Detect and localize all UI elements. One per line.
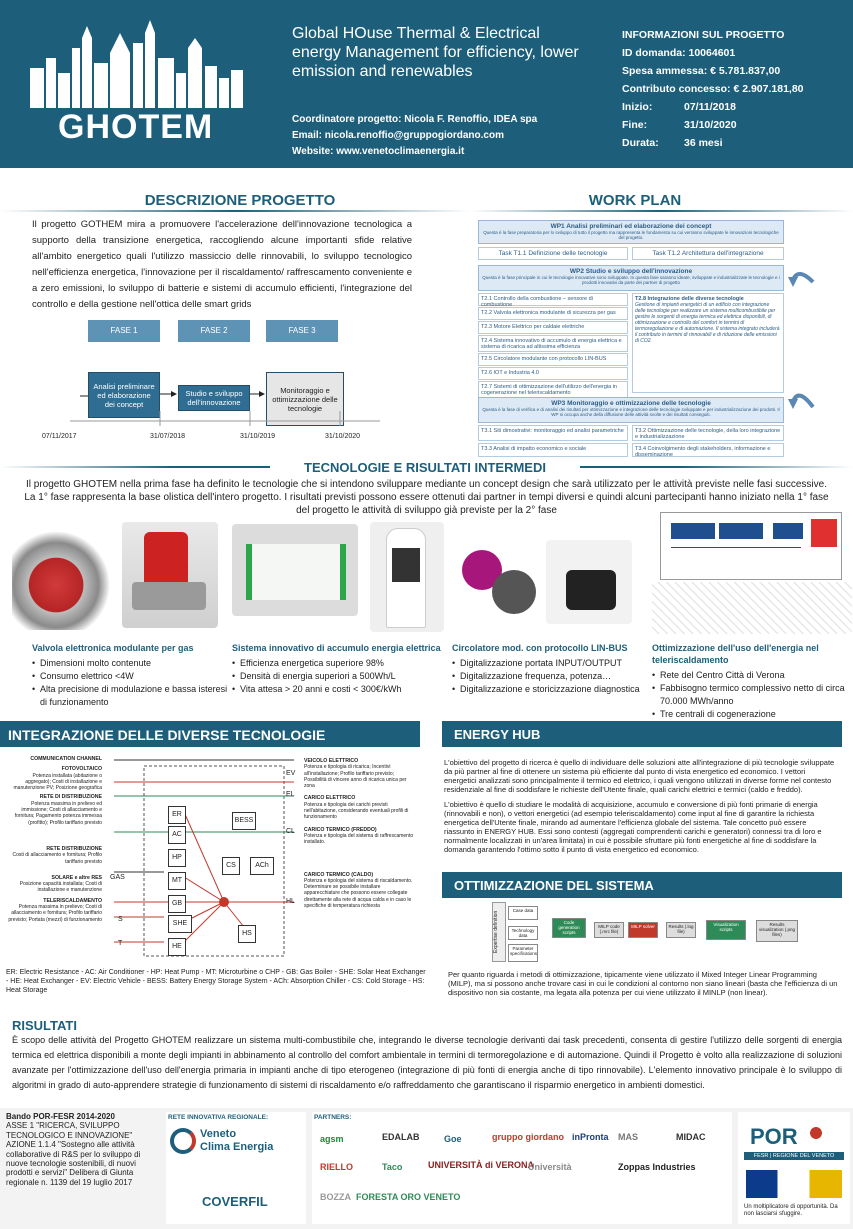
divider: [0, 210, 470, 212]
energyhub-p2: L'obiettivo è quello di studiare le modalità di acquisizione, accumulo e conversione di più fonti primarie di energia (rinnovabili e non), o vettori energetici (ad esempio teleriscaldamento) come input al fine di garantire la richiesta energetica dell'Utente finale, mirando ad aumentare l'efficienza globale del sistema. Tale concetto può essere riassunto in ENERGY HUB. Essi sono contesti (aggregati comprendenti carichi e generatori) connessi tra di loro e normalmente localizzati in un'area limitata) in cui è possibile sfruttare più fonti energetiche al fine di soddisfare la domanda garantendo l'ottimo sotto il punto di vista energetico ed economico.: [444, 800, 822, 854]
wp3-title: WP3 Monitoraggio e ottimizzazione delle tecnologie: [551, 400, 711, 407]
date-1: 07/11/2017: [42, 433, 77, 440]
task-t2-8: [632, 293, 784, 393]
wp2-desc: Questa è la fase principale in cui le tecnologie innovative sono sviluppate. In questa fase saranno ideate, sviluppate e industrializzate le tecnologie e i prodotti innovativi da parte dei partner di progetto: [482, 275, 780, 285]
task-t2-4: T2.4 Sistema innovativo di accumulo di energia elettrica e sistema di ricarica ad altissima efficienza: [478, 335, 628, 352]
node-cl: CL: [286, 828, 295, 835]
tech-bullet: • Digitalizzazione portata INPUT/OUTPUT: [452, 657, 642, 670]
wp3-box: [478, 397, 784, 423]
task-t2-5: T2.5 Circolatore modulante con protocollo LIN-BUS: [478, 353, 628, 366]
opt-step: MILP code (.mrc file): [594, 922, 624, 938]
tech-title-1: Valvola elettronica modulante per gas: [32, 643, 194, 653]
opt-step: Results (.log file): [666, 922, 696, 938]
tech-bullet: • Vita attesa > 20 anni e costi < 300€/kWh: [232, 683, 447, 696]
label-desc: Potenza massima in prelievo ed immissione; Costi di allacciamento e fornitura; Pagamento potenza immessa (profitto); Profilo tariffario previsto: [14, 800, 102, 826]
partner-logo: MIDAC: [676, 1132, 706, 1142]
wp1-title: WP1 Analisi preliminari ed elaborazione dei concept: [550, 223, 712, 230]
partner-logo: Goe: [444, 1134, 462, 1144]
task-t1-2: Task T1.2 Architettura dell'integrazione: [632, 247, 784, 260]
tech-bullet: • Digitalizzazione frequenza, potenza…: [452, 670, 642, 683]
intro-line-1: Il progetto GHOTEM nella prima fase ha definito le tecnologie che si intendono sviluppare mediante un concept design che sarà utilizzato per le attività previste nelle fasi successive.: [26, 479, 827, 490]
bando-text: ASSE 1 "RICERCA, SVILUPPO TECNOLOGICO E INNOVAZIONE" AZIONE 1.1.4 "Sostegno alle attività collaborative di R&S per lo sviluppo di nuove tecnologie sostenibili, di nuovi prodotti e servizi" Delibera di Giunta regionale n. 1139 del 19 luglio 2017: [6, 1121, 141, 1187]
task-t3-1: T3.1 Siti dimostrativi: monitoraggio ed analisi parametriche: [478, 425, 628, 441]
coordinator-block: [292, 112, 537, 160]
valve-image-2: [122, 522, 218, 628]
tech-title-2: Sistema innovativo di accumulo energia elettrica: [232, 643, 441, 653]
partner-logo: inPronta: [572, 1132, 609, 1142]
rete-title: RETE INNOVATIVA REGIONALE:: [168, 1114, 269, 1121]
label-desc: Potenza e tipologia dei carichi previsti nell'abitazione, considerando eventuali profili di funzionamento: [304, 801, 409, 821]
node-hp: HP: [168, 849, 186, 867]
partners-title: PARTNERS:: [314, 1114, 352, 1121]
node-t: T: [118, 940, 123, 947]
date-4: 31/10/2020: [325, 433, 361, 440]
id-domanda: ID domanda: 10064601: [622, 47, 736, 59]
wp1-box: [478, 220, 784, 244]
pump-image-1: [452, 540, 542, 624]
partner-logo: Università: [528, 1162, 572, 1172]
t28-desc: Gestione di impianti energetici di un edificio con integrazione delle tecnologie per realizzare un sistema multicombustibile per gestire le sorgenti di energia termica ed elettrica disponibili, di ottimizzazione e controllo del comfort in termini di termoregolazione e di automazione. Il sistema integrato includerà il contributo in termini di rinnovabili e di riduzione delle emissioni di CO2.: [635, 302, 780, 344]
node-ach: ACh: [250, 857, 274, 875]
task-t3-4: T3.4 Coinvolgimento degli stakeholders, informazione e disseminazione: [632, 443, 784, 457]
tech-item-2: [232, 642, 447, 696]
opt-step: Code generation scripts: [552, 918, 586, 938]
opt-step: Visualization scripts: [706, 920, 746, 940]
tech-bullet: • Efficienza energetica superiore 98%: [232, 657, 447, 670]
node-bess: BESS: [232, 812, 256, 830]
partner-logo: Zoppas Industries: [618, 1162, 696, 1172]
fase-3: FASE 3: [266, 320, 338, 342]
por-logo: POR: [750, 1124, 798, 1149]
coordinator: Coordinatore progetto: Nicola F. Renoffio, IDEA spa: [292, 114, 538, 125]
cycle-arrows: [788, 262, 818, 432]
opt-step: Case data: [508, 906, 538, 920]
inizio-label: Inizio:: [622, 101, 653, 113]
node-er: ER: [168, 806, 186, 824]
tech-bullet: • Tre centrali di cogenerazione: [652, 708, 847, 721]
partner-logo: agsm: [320, 1134, 344, 1144]
label-title: FOTOVOLTAICO: [61, 766, 102, 773]
opt-step: Results visualization (.png files): [756, 920, 798, 942]
risultati-text: È scopo delle attività del Progetto GHOTEM realizzare un sistema multi-combustibile che, integrando le diverse tecnologie derivanti dai task precedenti, consenta di gestire l'utilizzo delle sorgenti di energia termica ed elettrica disponibili a monte degli impianti in abbinamento al controllo del comfort ambientale in termini di termoregolazione e di automazione. Quindi il Progetto è volto alla realizzazione di soluzioni avanzate per l'ottimizzazione dell'uso dell'energia primaria in impianti anche di tipo eterogeneo (integrazione di più fonti di energia anche di tipo rinnovabile). L'elemento innovativo principale è lo sviluppo di algoritmi in grado di auto-apprendere strategie di funzionamento di sistemi di riscaldamento e/o raffreddamento che garantiscano il risparmio energetico in ambienti domestici.: [12, 1035, 842, 1090]
label-desc: Potenza massima in prelievo; Costi di allacciamento e fornitura; Profilo tariffario previsto; Portata (mezzi) di funzionamento: [8, 904, 102, 923]
integrazione-header: INTEGRAZIONE DELLE DIVERSE TECNOLOGIE: [0, 721, 420, 747]
fesr-bar: FESR | REGIONE DEL VENETO: [744, 1152, 844, 1160]
spesa-label: Spesa ammessa:: [622, 65, 708, 77]
tech-bullet: • Consumo elettrico <4W: [32, 670, 232, 683]
label-title: SOLARE e altre RES: [51, 874, 102, 881]
task-t2-1: T2.1 Controllo della combustione – sensore di combustione: [478, 293, 628, 306]
partner-logo: FORESTA ORO VENETO: [356, 1192, 461, 1202]
date-2: 31/07/2018: [150, 433, 186, 440]
durata-label: Durata:: [622, 137, 659, 149]
label-desc: Costi di allacciamento e fornitura; Profilo tariffario previsto: [12, 852, 102, 865]
wp1-desc: Questa è la fase preparatoria per lo sviluppo di tutto il progetto ma rappresenta le fondamenta su cui verranno sviluppate le innovazioni tecnologiche del progetto.: [483, 230, 779, 240]
spesa-value: € 5.781.837,00: [710, 65, 781, 77]
t28-title: T2.8 Integrazione delle diverse tecnologie: [635, 296, 744, 302]
contributo-label: Contributo concesso:: [622, 83, 731, 95]
bando-block: [6, 1112, 160, 1187]
node-gb: GB: [168, 895, 186, 913]
label-title: RETE DISTRIBUZIONE: [46, 845, 102, 852]
partner-logo: EDALAB: [382, 1132, 420, 1142]
integrazione-right-labels: [304, 758, 416, 909]
ottimizzazione-header: OTTIMIZZAZIONE DEL SISTEMA: [442, 872, 842, 898]
fase-2-box: Studio e sviluppo dell'innovazione: [178, 385, 250, 411]
tech-bullet: • Rete del Centro Città di Verona: [652, 669, 847, 682]
partner-logo: MAS: [618, 1132, 638, 1142]
tecnologie-title: TECNOLOGIE E RISULTATI INTERMEDI: [270, 460, 580, 475]
node-mt: MT: [168, 872, 186, 890]
valve-image-1: [12, 530, 110, 630]
task-t1-1: Task T1.1 Definizione delle tecnologie: [478, 247, 628, 260]
partner-logo: UNIVERSITÀ di VERONA: [428, 1160, 535, 1170]
fase-3-box: Monitoraggio e ottimizzazione delle tecnologie: [266, 372, 344, 426]
contributo-value: € 2.907.181,80: [733, 83, 804, 95]
wp2-title: WP2 Studio e sviluppo dell'innovazione: [569, 268, 693, 275]
teleriscaldamento-diagram: [660, 512, 842, 580]
por-tagline: Un moltiplicatore di opportunità. Da non lasciarsi sfuggire.: [744, 1204, 838, 1217]
tech-bullet: • Densità di energia superiori a 500Wh/L: [232, 670, 447, 683]
date-3: 31/10/2019: [240, 433, 276, 440]
wp3-desc: Questa è la fase di verifica e di analisi dei risultati per ottimizzazione e integrazione delle tecnologie sviluppate e per industrializzazione dei prodotti. Il WP si occupa anche della diffusione delle attività svolte e dei risultati conseguiti.: [482, 407, 780, 417]
bando-title: Bando POR-FESR 2014-2020: [6, 1112, 115, 1121]
node-ev: EV: [286, 770, 296, 777]
email: Email: nicola.renoffio@gruppogiordano.com: [292, 130, 504, 141]
city-skyline-logo: [30, 18, 245, 108]
task-t2-6: T2.6 IOT e Industria 4.0: [478, 367, 628, 380]
inizio-value: 07/11/2018: [684, 101, 736, 113]
website: Website: www.venetoclimaenergia.it: [292, 146, 465, 157]
energy-hub-diagram: [104, 752, 304, 962]
label-title: CARICO TERMICO (CALDO): [304, 871, 374, 878]
task-t3-3: T3.3 Analisi di impatto economico e sociale: [478, 443, 628, 457]
ottimizzazione-text: Per quanto riguarda i metodi di ottimizzazione, tipicamente viene utilizzato il Mixed Integer Linear Programming (MILP), ma si possono anche trovare casi in cui le condizioni al contorno non siano lineari (basta che l'efficienza di un dispositivo non sia costante, ma legata alla potenza per cui viene utilizzato il MINLP (non linear).: [448, 970, 838, 997]
city-map-image: [652, 582, 852, 634]
por-block: [738, 1112, 850, 1224]
descrizione-title: DESCRIZIONE PROGETTO: [144, 192, 336, 209]
node-el: EL: [286, 791, 295, 798]
node-hs: HS: [238, 925, 256, 943]
label-desc: Potenza e tipologia del sistema di riscaldamento. Determinare se possibile installare apparecchiature che possono essere collegate direttamente alla rete di acqua calda e in caso le specifiche di temperatura richiesta: [304, 877, 413, 910]
label-desc: Potenza e tipologia del sistema di raffrescamento installato.: [304, 832, 414, 846]
timeline-arrows: [60, 336, 380, 436]
wp2-box: [478, 265, 784, 291]
label-title: CARICO ELETTRICO: [304, 795, 356, 802]
descrizione-text: Il progetto GOTHEM mira a promuovere l'accelerazione dell'innovazione tecnologica a supporto della transizione energetica, raccogliendo alcune importanti sfide relative all'ambito energetico quali l'utilizzo massiccio delle rinnovabili, lo sviluppo tecnologico nell'efficienza energetica, l'innovazione per il riscaldamento/ raffrescamento conveniente e a zero emissioni, lo sviluppo di batterie e sistemi di accumulo efficienti, l'integrazione del controllo e della gestione nell'ottica delle smart grids: [32, 219, 412, 310]
node-hl: HL: [286, 898, 295, 905]
tech-title-3: Circolatore mod. con protocollo LIN-BUS: [452, 643, 628, 653]
task-t2-2: T2.2 Valvola elettronica modulante di sicurezza per gas: [478, 307, 628, 320]
integrazione-legend: ER: Electric Resistance - AC: Air Conditioner - HP: Heat Pump - MT: Microturbine o CHP - GB: Gas Boiler - SHE: Solar Heat Exchanger - HE: Heat Exchanger - EV: Electric Vehicle - BESS: Battery Energy Storage System - ACh: Absorption Chiller - CS: Cold Storage - HS: Heat Storage: [6, 969, 426, 994]
pump-image-2: [546, 540, 632, 624]
tech-bullet: • Digitalizzazione e storicizzazione diagnostica: [452, 683, 642, 696]
partner-logo: RIELLO: [320, 1162, 353, 1172]
label-desc: Potenza e tipologia di ricarica; Incentivi all'installazione; Profilo tariffario previsto; Possibilità di vincere anno di ricarica unica per zona: [304, 764, 407, 790]
node-ac: AC: [168, 826, 186, 844]
opt-step: MILP solver: [628, 922, 658, 938]
rete-name-2: Clima Energia: [200, 1141, 274, 1153]
wp2-task-list: [478, 293, 628, 398]
fine-value: 31/10/2020: [684, 119, 737, 131]
node-s: S: [118, 916, 123, 923]
integrazione-left-labels: [6, 756, 102, 923]
label-title: COMMUNICATION CHANNEL: [30, 756, 102, 762]
fase-1: FASE 1: [88, 320, 160, 342]
node-cs: CS: [222, 857, 240, 875]
expertise-label: Expertise definition: [492, 902, 506, 962]
energyhub-p1: L'obiettivo del progetto di ricerca è quello di individuare delle soluzioni atte all'integrazione di più tecnologie sviluppate da più partner al fine di ottenere un sistema più efficiente dal punto di vista energetico ed economico. I vettori energetici analizzati sono principalmente il termico ed elettrico, i quali vengono utilizzati in diverse forme nel contesto residenziale al fine di soddisfare le richieste dell'Utente finale, quali carichi elettrici e termici (caldo e freddo).: [444, 758, 835, 794]
label-title: CARICO TERMICO (FREDDO): [304, 826, 377, 833]
label-desc: Posizione capacità installata; Costi di installazione e manutenzione: [19, 881, 102, 894]
info-title: INFORMAZIONI SUL PROGETTO: [622, 29, 785, 41]
workplan-title: WORK PLAN: [588, 192, 682, 209]
partner-logo: Taco: [382, 1162, 403, 1172]
energyhub-header: ENERGY HUB: [442, 721, 842, 747]
risultati-title: RISULTATI: [12, 1018, 77, 1033]
tech-title-4: Ottimizzazione dell'uso dell'energia nel teleriscaldamento: [652, 643, 819, 665]
rete-block: [166, 1112, 306, 1224]
opt-step: Technology data: [508, 926, 538, 940]
label-title: TELERISCALDAMENTO: [43, 897, 102, 904]
project-info: [622, 26, 804, 152]
partner-logo: gruppo giordano: [492, 1132, 564, 1142]
task-t2-3: T2.3 Motore Elettrico per caldaie elettriche: [478, 321, 628, 334]
divider: [470, 210, 853, 212]
tech-bullet: • Fabbisogno termico complessivo netto di circa 70.000 MWh/anno: [652, 682, 847, 708]
tech-item-3: [452, 642, 642, 696]
partners-block: [312, 1112, 732, 1224]
project-logo-text: GHOTEM: [58, 108, 214, 146]
task-t3-2: T3.2 Ottimizzazione delle tecnologie, della loro integrazione e industrializzazione: [632, 425, 784, 441]
intro-line-2: La 1° fase rappresenta la base olistica dell'intero progetto. I risultati previsti possono essere ottenuti dai partner in tempi diversi e quindi alcuni partecipanti hanno iniziato nella 1° fase del progetto le attività di sviluppo già previste per la 2° fase: [24, 492, 829, 516]
por-icon: [804, 1118, 828, 1148]
tech-item-1: [32, 642, 232, 709]
header-banner: [0, 0, 853, 168]
node-he: HE: [168, 938, 186, 956]
fase-1-box: Analisi preliminare ed elaborazione dei concept: [88, 372, 160, 418]
fase-2: FASE 2: [178, 320, 250, 342]
label-desc: Potenza installata (abitazione o aggregato); Costi di installazione e manutenzione PV; Posizione geografica: [13, 772, 102, 792]
coverfil-logo: COVERFIL: [202, 1194, 268, 1209]
project-title: Global HOuse Thermal & Electrical energy Management for efficiency, lower emission and renewables: [292, 25, 579, 80]
tech-item-4: [652, 642, 847, 721]
eu-flags: [746, 1170, 842, 1198]
opt-step: Parameter specifications: [508, 944, 538, 962]
energyhub-text: [444, 758, 836, 854]
battery-image-1: [232, 524, 358, 616]
rete-name-1: Veneto: [200, 1128, 237, 1140]
durata-value: 36 mesi: [684, 137, 723, 149]
node-gas: GAS: [110, 874, 125, 881]
fine-label: Fine:: [622, 119, 648, 131]
tech-bullet: • Dimensioni molto contenute: [32, 657, 232, 670]
label-title: RETE DI DISTRIBUZIONE: [39, 794, 102, 801]
battery-image-2: [370, 522, 444, 632]
partner-logo: BOZZA: [320, 1192, 351, 1202]
task-t2-7: T2.7 Sistemi di ottimizzazione dell'utilizzo dell'energia in cogenerazione nel teleriscaldamento: [478, 381, 628, 398]
node-she: SHE: [168, 915, 192, 933]
label-title: VEICOLO ELETTRICO: [304, 758, 359, 764]
tech-bullet: • Alta precisione di modulazione e bassa isteresi di funzionamento: [32, 683, 232, 709]
